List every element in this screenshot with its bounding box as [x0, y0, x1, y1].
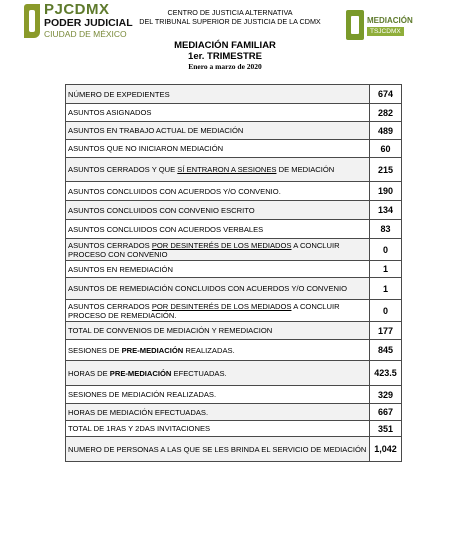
logo-left-line1: PJCDMX	[44, 1, 110, 18]
statistics-table	[65, 84, 402, 462]
row-label: SESIONES DE MEDIACIÓN REALIZADAS.	[66, 386, 370, 404]
table-row	[66, 278, 402, 300]
row-label: ASUNTOS ASIGNADOS	[66, 104, 370, 122]
report-title-block	[0, 40, 450, 72]
row-value: 134	[370, 201, 402, 220]
logo-left-line3: CIUDAD DE MÉXICO	[44, 29, 127, 39]
table-row	[66, 404, 402, 421]
table-row	[66, 437, 402, 462]
row-value: 1,042	[370, 437, 402, 462]
row-label: ASUNTOS EN REMEDIACIÓN	[66, 261, 370, 278]
row-value: 282	[370, 104, 402, 122]
document-header	[0, 0, 450, 90]
row-value: 351	[370, 421, 402, 437]
row-value: 667	[370, 404, 402, 421]
row-value: 1	[370, 261, 402, 278]
table-row	[66, 201, 402, 220]
row-label: ASUNTOS CERRADOS POR DESINTERÉS DE LOS MEDIADOS A CONCLUIR PROCESO CON CONVENIO	[66, 239, 370, 261]
table-row	[66, 85, 402, 104]
logo-left-line2: PODER JUDICIAL	[44, 17, 133, 29]
row-label: ASUNTOS CERRADOS Y QUE SÍ ENTRARON A SESIONES DE MEDIACIÓN	[66, 158, 370, 182]
row-value: 190	[370, 182, 402, 201]
pjcdmx-logo	[22, 2, 134, 42]
row-label: SESIONES DE PRE-MEDIACIÓN REALIZADAS.	[66, 340, 370, 361]
row-value: 0	[370, 300, 402, 322]
row-value: 1	[370, 278, 402, 300]
table-row	[66, 239, 402, 261]
row-label: ASUNTOS EN TRABAJO ACTUAL DE MEDIACIÓN	[66, 122, 370, 140]
row-label: HORAS DE MEDIACIÓN EFECTUADAS.	[66, 404, 370, 421]
row-label: ASUNTOS QUE NO INICIARON MEDIACIÓN	[66, 140, 370, 158]
table-row	[66, 322, 402, 340]
report-period: Enero a marzo de 2020	[188, 62, 262, 71]
row-value: 177	[370, 322, 402, 340]
institution-line2: DEL TRIBUNAL SUPERIOR DE JUSTICIA DE LA CDMX	[139, 17, 321, 26]
row-label: NUMERO DE PERSONAS A LAS QUE SE LES BRINDA EL SERVICIO DE MEDIACIÓN	[66, 437, 370, 462]
table-row	[66, 140, 402, 158]
row-label: ASUNTOS CERRADOS POR DESINTERÉS DE LOS MEDIADOS A CONCLUIR PROCESO DE REMEDIACIÓN.	[66, 300, 370, 322]
row-label: NÚMERO DE EXPEDIENTES	[66, 85, 370, 104]
table-row	[66, 261, 402, 278]
table-row	[66, 220, 402, 239]
report-subtitle: 1er. TRIMESTRE	[188, 51, 262, 62]
table-row	[66, 421, 402, 437]
table-row	[66, 182, 402, 201]
row-label: HORAS DE PRE-MEDIACIÓN EFECTUADAS.	[66, 361, 370, 386]
pjcdmx-emblem-icon	[24, 4, 40, 38]
table-row	[66, 340, 402, 361]
logo-right-title: MEDIACIÓN	[367, 16, 413, 25]
logo-right-subtitle: TSJCDMX	[367, 27, 404, 36]
table-row	[66, 122, 402, 140]
row-value: 329	[370, 386, 402, 404]
row-label: ASUNTOS CONCLUIDOS CON CONVENIO ESCRITO	[66, 201, 370, 220]
row-value: 60	[370, 140, 402, 158]
row-label: ASUNTOS CONCLUIDOS CON ACUERDOS VERBALES	[66, 220, 370, 239]
table-row	[66, 158, 402, 182]
row-label: TOTAL DE 1RAS Y 2DAS INVITACIONES	[66, 421, 370, 437]
mediacion-emblem-icon	[346, 10, 364, 40]
institution-line1: CENTRO DE JUSTICIA ALTERNATIVA	[167, 8, 293, 17]
table-row	[66, 300, 402, 322]
row-value: 423.5	[370, 361, 402, 386]
report-title: MEDIACIÓN FAMILIAR	[174, 40, 276, 51]
row-label: ASUNTOS CONCLUIDOS CON ACUERDOS Y/O CONVENIO.	[66, 182, 370, 201]
row-value: 83	[370, 220, 402, 239]
table-row	[66, 104, 402, 122]
row-value: 674	[370, 85, 402, 104]
row-value: 0	[370, 239, 402, 261]
row-label: TOTAL DE CONVENIOS DE MEDIACIÓN Y REMEDIACION	[66, 322, 370, 340]
row-label: ASUNTOS DE REMEDIACIÓN CONCLUIDOS CON ACUERDOS Y/O CONVENIO	[66, 278, 370, 300]
row-value: 215	[370, 158, 402, 182]
table-row	[66, 361, 402, 386]
mediacion-logo	[346, 10, 416, 42]
institution-heading	[130, 8, 330, 26]
row-value: 489	[370, 122, 402, 140]
row-value: 845	[370, 340, 402, 361]
table-row	[66, 386, 402, 404]
